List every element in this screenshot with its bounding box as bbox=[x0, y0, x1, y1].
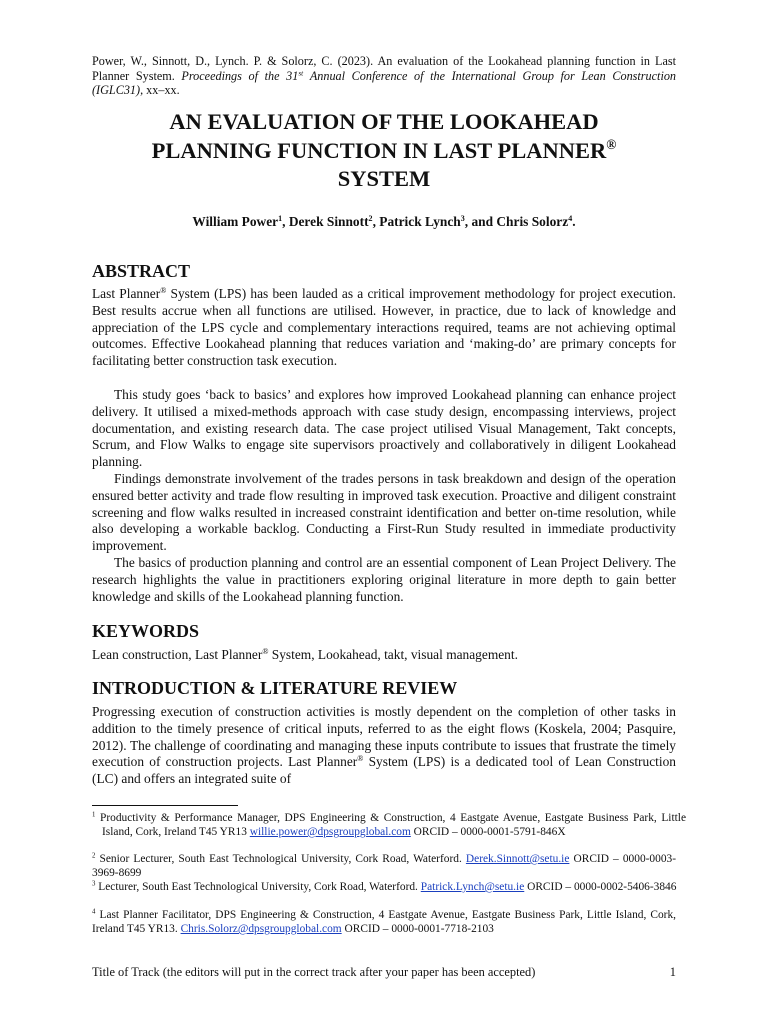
author-affiliation: 3 bbox=[460, 213, 465, 223]
abstract-paragraph-4: The basics of production planning and control are an essential component of Lean Project Delivery. The research highlights the value in practitioners exploring original literature in more depth to gain better knowledge and skills of the Lookahead planning function. bbox=[92, 555, 676, 604]
footnote-text: Last Planner Facilitator, DPS Engineering & Construction, 4 Eastgate Avenue, Eastgate Business Park, Little Island, Cork, Ireland T45 YR13. bbox=[92, 909, 676, 935]
page-footer bbox=[92, 965, 676, 980]
footnote-text: Productivity & Performance Manager, DPS Engineering & Construction, 4 Eastgate Avenue, Eastgate Business Park, Little Island, Cork, Ireland T45 YR13 bbox=[95, 812, 686, 838]
footnote-email-link[interactable]: willie.power@dpsgroupglobal.com bbox=[249, 826, 411, 838]
footnote-4 bbox=[92, 908, 676, 936]
footnote-text: Lecturer, South East Technological University, Cork Road, Waterford. bbox=[95, 881, 421, 893]
title-line-3: SYSTEM bbox=[337, 166, 431, 191]
introduction-text-cont: System (LPS) is a dedicated tool of Lean Construction (LC) and offers an integrated suite of bbox=[92, 754, 676, 787]
footnote-number: 4 bbox=[92, 908, 96, 916]
author-separator: , and bbox=[464, 214, 497, 229]
citation-text: Power, W., Sinnott, D., Lynch. P. & Solorz, C. (2023). An evaluation of the Lookahead planning function in Last Planner System. bbox=[92, 54, 676, 83]
footnote-3 bbox=[92, 880, 686, 894]
author-list bbox=[92, 213, 676, 231]
author bbox=[192, 214, 288, 229]
keywords-list-cont: System, Lookahead, takt, visual management. bbox=[268, 647, 518, 662]
introduction-heading: INTRODUCTION & LITERATURE REVIEW bbox=[92, 678, 458, 698]
author-affiliation: 1 bbox=[278, 213, 283, 223]
footnote-1 bbox=[92, 811, 686, 839]
citation-pages: xx–xx. bbox=[146, 83, 180, 98]
page-number: 1 bbox=[669, 965, 676, 979]
introduction-paragraph-1 bbox=[92, 704, 676, 788]
author-separator: , bbox=[372, 214, 380, 229]
footnote-email-link[interactable]: Derek.Sinnott@setu.ie bbox=[465, 853, 570, 865]
title-line-2 bbox=[92, 137, 676, 166]
abstract-text-cont: System (LPS) has been lauded as a critical improvement methodology for project execution. Best results accrue when all functions are utilised. However, in practice, due to lack of knowledge and appreciation of the LPS cycle and complementary interactions required, teams are not achieving optimal outcomes. Effective Lookahead planning that reduces variation and ‘making-do’ are primary concepts for facilitating better construction task execution. bbox=[92, 286, 676, 369]
citation-proceedings: Proceedings of the 31 bbox=[181, 68, 299, 83]
author-separator: , bbox=[282, 214, 289, 229]
footnote-number: 2 bbox=[92, 852, 96, 860]
footnote-number: 3 bbox=[92, 880, 96, 888]
keywords-heading: KEYWORDS bbox=[92, 621, 200, 641]
author-separator: . bbox=[572, 214, 576, 229]
citation bbox=[92, 54, 676, 98]
paper-title bbox=[92, 108, 676, 194]
abstract-paragraph-1 bbox=[92, 286, 676, 370]
abstract-paragraph-3: Findings demonstrate involvement of the trades persons in task breakdown and design of the operation ensured better activity and trade flow resulting in improved task execution. Proactive and diligent constraint screening and flow walks resulted in increased constraint identification and better on-time resolution, while also developing a workable backlog. Conducting a First-Run Study resulted in immediate productivity improvement. bbox=[92, 471, 676, 554]
author-name: Chris Solorz bbox=[496, 214, 569, 229]
citation-ordinal: st bbox=[298, 68, 304, 78]
keywords-text bbox=[92, 647, 676, 664]
footnote-orcid: ORCID – 0000-0001-7718-2103 bbox=[341, 923, 494, 935]
track-title: Title of Track (the editors will put in the correct track after your paper has been accepted) bbox=[92, 965, 536, 979]
registered-mark: ® bbox=[357, 754, 364, 764]
author-affiliation: 2 bbox=[368, 213, 373, 223]
footnote-email-link[interactable]: Patrick.Lynch@setu.ie bbox=[420, 881, 525, 893]
author-name: William Power bbox=[192, 214, 279, 229]
abstract-paragraph-2: This study goes ‘back to basics’ and explores how improved Lookahead planning can enhance project delivery. It utilised a mixed-methods approach with case study design, encompassing interviews, project documentation, and existing research data. The case project utilised Visual Management, Takt concepts, Scrum, and Flow Walks to engage site supervisors proactively and collaboratively in diligent Lookahead planning. bbox=[92, 387, 676, 470]
registered-mark: ® bbox=[262, 646, 269, 656]
registered-mark: ® bbox=[160, 285, 167, 295]
title-line-1: AN EVALUATION OF THE LOOKAHEAD bbox=[169, 109, 599, 134]
registered-mark: ® bbox=[606, 136, 617, 152]
abstract-text: Last Planner bbox=[92, 286, 161, 301]
footnote-orcid: ORCID – 0000-0002-5406-3846 bbox=[524, 881, 677, 893]
footnote-2 bbox=[92, 852, 676, 880]
footnote-divider bbox=[92, 805, 238, 806]
author-name: Derek Sinnott bbox=[288, 214, 369, 229]
author bbox=[496, 214, 575, 229]
footnote-email-link[interactable]: Chris.Solorz@dpsgroupglobal.com bbox=[180, 923, 342, 935]
author-name: Patrick Lynch bbox=[379, 214, 461, 229]
citation-proceedings-rest: Annual Conference of the International Group for Lean Construction (IGLC31), bbox=[92, 68, 677, 98]
footnote-orcid: ORCID – 0000-0001-5791-846X bbox=[410, 826, 566, 838]
author bbox=[379, 214, 496, 229]
footnote-orcid: ORCID – 0000-0003-3969-8699 bbox=[92, 853, 677, 879]
introduction-text: Progressing execution of construction activities is mostly dependent on the completion of other tasks in addition to the timely presence of critical inputs, referred to as the eight flows (Koskela, 2004; Pasquire, 2012). The challenge of coordinating and managing these inputs contribute to issues that frustrate the timely execution of construction projects. Last Planner bbox=[92, 704, 676, 770]
title-line-2-text: PLANNING FUNCTION IN LAST PLANNER bbox=[151, 137, 607, 163]
author-affiliation: 4 bbox=[568, 213, 573, 223]
footnote-number: 1 bbox=[92, 811, 96, 819]
keywords-list: Lean construction, Last Planner bbox=[92, 647, 263, 662]
abstract-heading: ABSTRACT bbox=[92, 261, 191, 281]
footnote-text: Senior Lecturer, South East Technological University, Cork Road, Waterford. bbox=[95, 853, 466, 865]
author bbox=[289, 214, 379, 229]
